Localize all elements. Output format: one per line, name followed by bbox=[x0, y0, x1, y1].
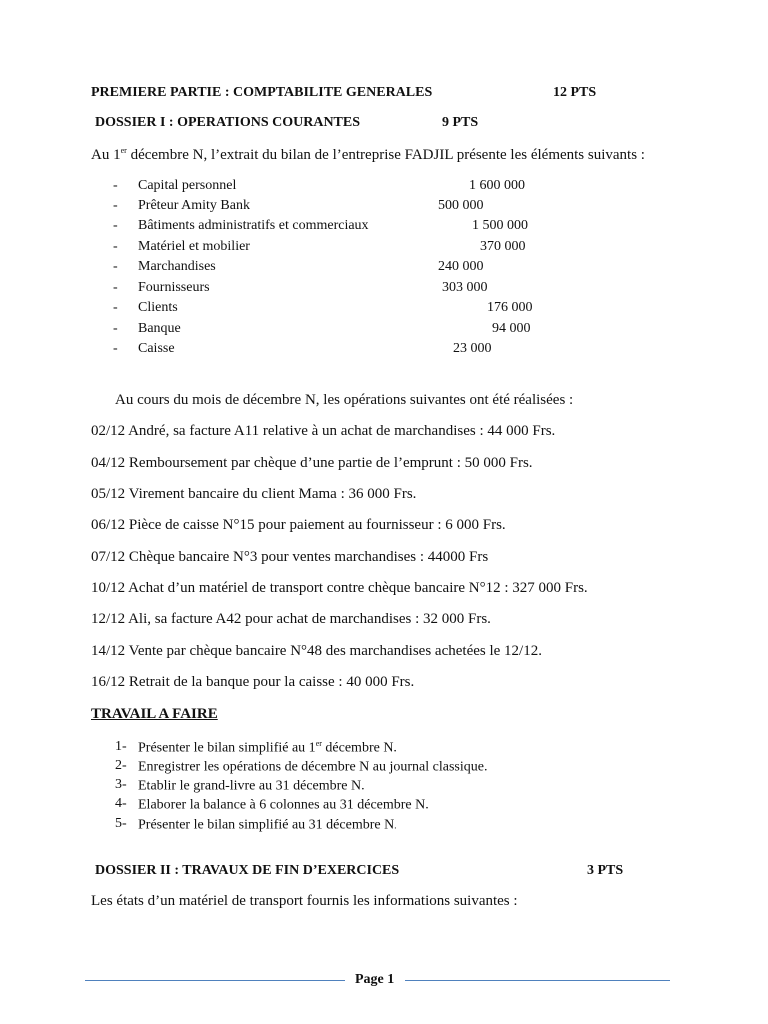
part-points: 12 PTS bbox=[553, 85, 597, 100]
work-title: TRAVAIL A FAIRE bbox=[91, 706, 218, 722]
task-number: 5- bbox=[115, 816, 127, 831]
bullet-dash: - bbox=[113, 178, 118, 193]
operation-line: 04/12 Remboursement par chèque d’une partie de l’emprunt : 50 000 Frs. bbox=[91, 455, 533, 471]
bullet-dash: - bbox=[113, 239, 118, 254]
bullet-dash: - bbox=[113, 341, 118, 356]
operation-line: 05/12 Virement bancaire du client Mama : 36 000 Frs. bbox=[91, 486, 417, 502]
balance-value: 303 000 bbox=[442, 280, 488, 295]
dossier1-title: DOSSIER I : OPERATIONS COURANTES bbox=[95, 115, 361, 130]
footer-rule-left bbox=[85, 980, 345, 981]
intro-suffix: décembre N, l’extrait du bilan de l’entreprise FADJIL présente les éléments suivants : bbox=[126, 147, 645, 163]
task-number: 3- bbox=[115, 777, 127, 792]
task-number: 2- bbox=[115, 758, 127, 773]
dossier2-points: 3 PTS bbox=[587, 863, 624, 878]
bullet-dash: - bbox=[113, 198, 118, 213]
page-number: Page 1 bbox=[355, 972, 395, 987]
dossier1-intro bbox=[91, 146, 645, 164]
balance-label: Matériel et mobilier bbox=[138, 239, 250, 254]
balance-value: 23 000 bbox=[453, 341, 492, 356]
task-text: Présenter le bilan simplifié au 1er décembre N. bbox=[138, 739, 397, 756]
balance-label: Bâtiments administratifs et commerciaux bbox=[138, 218, 369, 233]
task-text: Elaborer la balance à 6 colonnes au 31 décembre N. bbox=[138, 797, 429, 813]
balance-value: 176 000 bbox=[487, 300, 533, 315]
balance-label: Marchandises bbox=[138, 259, 216, 274]
balance-value: 370 000 bbox=[480, 239, 526, 254]
balance-label: Banque bbox=[138, 321, 181, 336]
balance-label: Prêteur Amity Bank bbox=[138, 198, 250, 213]
footer-rule-right bbox=[405, 980, 670, 981]
operation-line: 07/12 Chèque bancaire N°3 pour ventes marchandises : 44000 Frs bbox=[91, 549, 489, 565]
dossier2-title: DOSSIER II : TRAVAUX DE FIN D’EXERCICES bbox=[95, 863, 400, 878]
operation-line: 06/12 Pièce de caisse N°15 pour paiement au fournisseur : 6 000 Frs. bbox=[91, 517, 506, 533]
operation-line: 10/12 Achat d’un matériel de transport contre chèque bancaire N°12 : 327 000 Frs. bbox=[91, 580, 588, 596]
bullet-dash: - bbox=[113, 280, 118, 295]
balance-value: 500 000 bbox=[438, 198, 484, 213]
intro-sup: er bbox=[120, 146, 127, 155]
balance-value: 1 600 000 bbox=[469, 178, 525, 193]
balance-label: Capital personnel bbox=[138, 178, 237, 193]
balance-value: 1 500 000 bbox=[472, 218, 528, 233]
operations-intro: Au cours du mois de décembre N, les opérations suivantes ont été réalisées : bbox=[115, 392, 574, 408]
intro-prefix: Au 1 bbox=[91, 147, 121, 163]
operation-line: 02/12 André, sa facture A11 relative à un achat de marchandises : 44 000 Frs. bbox=[91, 423, 556, 439]
dossier2-intro: Les états d’un matériel de transport fournis les informations suivantes : bbox=[91, 893, 518, 909]
dossier1-points: 9 PTS bbox=[442, 115, 479, 130]
balance-label: Fournisseurs bbox=[138, 280, 210, 295]
balance-label: Caisse bbox=[138, 341, 175, 356]
bullet-dash: - bbox=[113, 321, 118, 336]
operation-line: 12/12 Ali, sa facture A42 pour achat de marchandises : 32 000 Frs. bbox=[91, 611, 491, 627]
balance-value: 240 000 bbox=[438, 259, 484, 274]
bullet-dash: - bbox=[113, 300, 118, 315]
balance-label: Clients bbox=[138, 300, 178, 315]
task-text: Présenter le bilan simplifié au 31 décembre N. bbox=[138, 817, 397, 833]
task-number: 1- bbox=[115, 739, 127, 754]
bullet-dash: - bbox=[113, 259, 118, 274]
operation-line: 16/12 Retrait de la banque pour la caisse : 40 000 Frs. bbox=[91, 674, 415, 690]
task-text: Etablir le grand-livre au 31 décembre N. bbox=[138, 778, 365, 794]
balance-value: 94 000 bbox=[492, 321, 531, 336]
part-title: PREMIERE PARTIE : COMPTABILITE GENERALES bbox=[91, 85, 433, 100]
operation-line: 14/12 Vente par chèque bancaire N°48 des marchandises achetées le 12/12. bbox=[91, 643, 542, 659]
task-number: 4- bbox=[115, 796, 127, 811]
bullet-dash: - bbox=[113, 218, 118, 233]
task-text: Enregistrer les opérations de décembre N au journal classique. bbox=[138, 759, 488, 775]
